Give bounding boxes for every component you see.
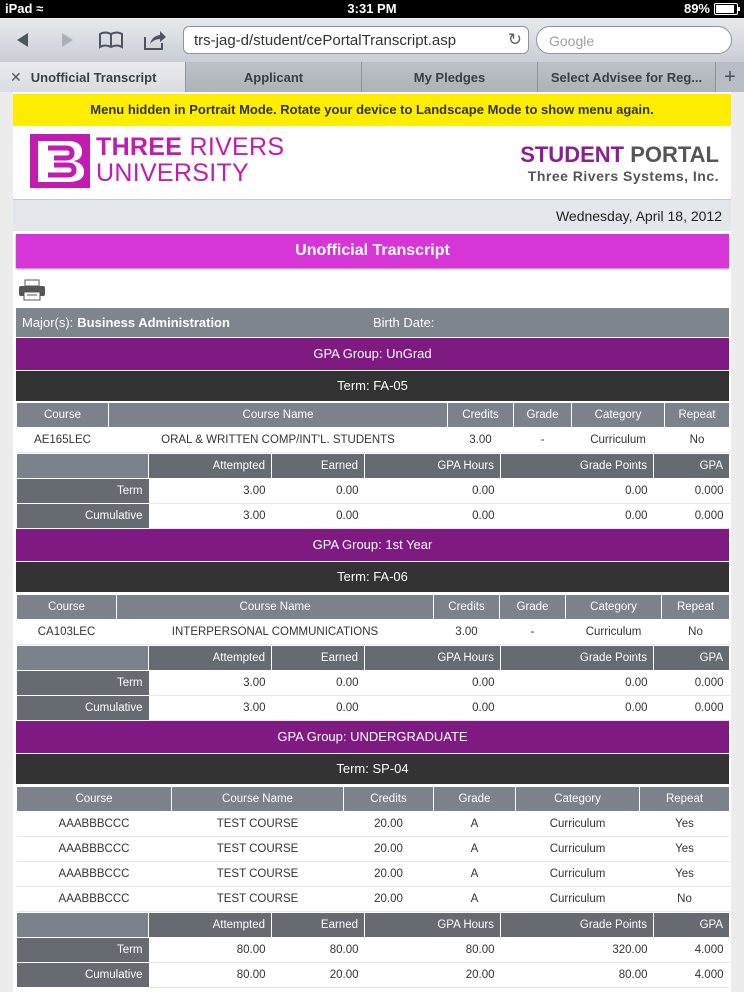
new-tab-button[interactable]	[716, 62, 744, 92]
cumulative-summary-row: Cumulative 3.00 0.00 0.00 0.00 0.000	[17, 696, 730, 721]
student-portal-brand: STUDENT PORTAL Three Rivers Systems, Inc.	[520, 142, 719, 184]
summary-header-row: Attempted Earned GPA Hours Grade Points GPA	[17, 913, 730, 938]
term-summary-row: Term 3.00 0.00 0.00 0.00 0.000	[17, 479, 730, 504]
student-info-bar: Major(s): Business Administration Birth Date:	[16, 308, 729, 337]
page-title: Unofficial Transcript	[16, 234, 729, 268]
term-summary-row: Term 80.00 80.00 80.00 320.00 4.000	[17, 938, 730, 963]
search-input[interactable]: Google	[536, 26, 732, 54]
page-content	[13, 92, 731, 992]
tab-my-pledges[interactable]: My Pledges	[362, 62, 538, 92]
term-summary-row: Term 3.00 0.00 0.00 0.00 0.000	[17, 671, 730, 696]
back-arrow-icon	[14, 31, 32, 49]
current-date: Wednesday, April 18, 2012	[13, 199, 731, 231]
table-row: AAABBBCCC TEST COURSE 20.00 A Curriculum Yes	[17, 812, 730, 837]
table-row: AAABBBCCC TEST COURSE 20.00 A Curriculum Yes	[17, 837, 730, 862]
gpa-group-header: GPA Group: 1st Year	[16, 529, 729, 561]
gpa-summary-table	[16, 912, 730, 988]
gpa-summary-table	[16, 645, 730, 721]
share-button[interactable]	[140, 26, 170, 54]
bookmarks-button[interactable]	[96, 26, 126, 54]
gpa-group-header: GPA Group: UNDERGRADUATE	[16, 721, 729, 753]
university-logo-icon	[30, 134, 90, 188]
printer-icon	[18, 279, 46, 301]
course-table	[16, 402, 730, 453]
cumulative-summary-row: Cumulative 80.00 20.00 20.00 80.00 4.000	[17, 963, 730, 988]
table-row: CA103LEC INTERPERSONAL COMMUNICATIONS 3.00 - Curriculum No	[17, 620, 730, 645]
close-tab-icon[interactable]: ✕	[10, 68, 22, 85]
birth-date-label: Birth Date:	[373, 315, 435, 330]
table-row: AAABBBCCC TEST COURSE 20.00 A Curriculum Yes	[17, 862, 730, 887]
plus-icon: +	[724, 65, 736, 88]
gpa-group-header: GPA Group: UnGrad	[16, 338, 729, 370]
university-name: THREE RIVERS UNIVERSITY	[96, 133, 285, 187]
battery-indicator: 89%	[684, 1, 738, 16]
forward-arrow-icon	[58, 31, 76, 49]
wifi-icon: ≈	[36, 1, 44, 16]
reload-icon[interactable]: ↻	[507, 30, 522, 49]
book-icon	[98, 30, 124, 50]
term-header: Term: SP-04	[16, 754, 729, 784]
share-icon	[142, 29, 168, 51]
url-text: trs-jag-d/student/cePortalTranscript.asp	[194, 32, 457, 49]
battery-icon	[714, 3, 738, 15]
course-table	[16, 786, 730, 912]
table-row: AAABBBCCC TEST COURSE 20.00 A Curriculum No	[17, 887, 730, 912]
course-table	[16, 594, 730, 645]
header-branding	[13, 126, 731, 198]
course-header-row: Course Course Name Credits Grade Category Repeat	[17, 787, 730, 812]
status-bar	[0, 0, 744, 18]
table-row: AE165LEC ORAL & WRITTEN COMP/INT'L. STUDENTS 3.00 - Curriculum No	[17, 428, 730, 453]
course-header-row: Course Course Name Credits Grade Category Repeat	[17, 403, 730, 428]
tab-applicant[interactable]: Applicant	[186, 62, 362, 92]
clock: 3:31 PM	[347, 1, 397, 16]
term-header: Term: FA-06	[16, 562, 729, 592]
summary-header-row: Attempted Earned GPA Hours Grade Points GPA	[17, 646, 730, 671]
address-bar[interactable]	[183, 26, 529, 54]
major-value: Business Administration	[77, 315, 230, 330]
browser-toolbar	[0, 18, 744, 63]
tab-unofficial-transcript[interactable]: ✕ Unofficial Transcript	[0, 62, 186, 92]
cumulative-summary-row: Cumulative 3.00 0.00 0.00 0.00 0.000	[17, 504, 730, 529]
term-header: Term: FA-05	[16, 371, 729, 401]
print-button[interactable]	[18, 279, 46, 306]
gpa-summary-table	[16, 453, 730, 529]
tab-bar	[0, 62, 744, 92]
forward-button[interactable]	[52, 26, 82, 54]
back-button[interactable]	[8, 26, 38, 54]
summary-header-row: Attempted Earned GPA Hours Grade Points GPA	[17, 454, 730, 479]
portrait-mode-notice: Menu hidden in Portrait Mode. Rotate your device to Landscape Mode to show menu again.	[13, 94, 731, 126]
tab-select-advisee[interactable]: Select Advisee for Reg...	[538, 62, 716, 92]
course-header-row: Course Course Name Credits Grade Category Repeat	[17, 595, 730, 620]
device-label: iPad ≈	[5, 1, 44, 16]
